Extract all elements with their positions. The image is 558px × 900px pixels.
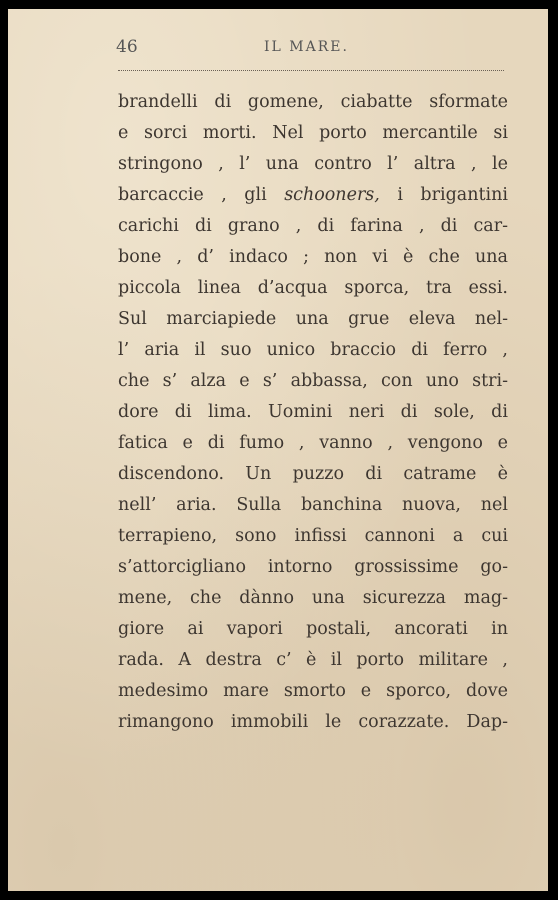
text-line: nell’ aria. Sulla banchina nuova, nel (118, 495, 508, 515)
text-line: rada. A destra c’ è il porto militare , (118, 650, 508, 670)
text-line: che s’ alza e s’ abbassa, con uno stri- (118, 371, 508, 391)
text-line: stringono , l’ una contro l’ altra , le (118, 154, 508, 174)
text-line: brandelli di gomene, ciabatte sformate (118, 92, 508, 112)
text-line: rimangono immobili le corazzate. Dap- (118, 712, 508, 732)
page-header (116, 37, 504, 63)
text-line: s’attorcigliano intorno grossissime go- (118, 557, 508, 577)
book-page (8, 9, 548, 891)
text-line: l’ aria il suo unico braccio di ferro , (118, 340, 508, 360)
running-title: IL MARE. (264, 39, 349, 55)
text-line: giore ai vapori postali, ancorati in (118, 619, 508, 639)
text-line: piccola linea d’acqua sporca, tra essi. (118, 278, 508, 298)
text-line: e sorci morti. Nel porto mercantile si (118, 123, 508, 143)
text-line: medesimo mare smorto e sporco, dove (118, 681, 508, 701)
italic-word: schooners, (284, 185, 380, 205)
text-line: terrapieno, sono infissi cannoni a cui (118, 526, 508, 546)
text-line: Sul marciapiede una grue eleva nel- (118, 309, 508, 329)
text-line (118, 180, 508, 211)
text-line: fatica e di fumo , vanno , vengono e (118, 433, 508, 453)
text-line: carichi di grano , di farina , di car- (118, 216, 508, 236)
text-line: mene, che dànno una sicurezza mag- (118, 588, 508, 608)
body-text (118, 87, 508, 738)
text-line: dore di lima. Uomini neri di sole, di (118, 402, 508, 422)
page-number: 46 (116, 37, 138, 57)
text-segment: i brigantini (379, 185, 508, 205)
header-rule (118, 70, 504, 71)
text-segment: barcaccie , gli (118, 185, 285, 205)
text-line: discendono. Un puzzo di catrame è (118, 464, 508, 484)
text-line: bone , d’ indaco ; non vi è che una (118, 247, 508, 267)
